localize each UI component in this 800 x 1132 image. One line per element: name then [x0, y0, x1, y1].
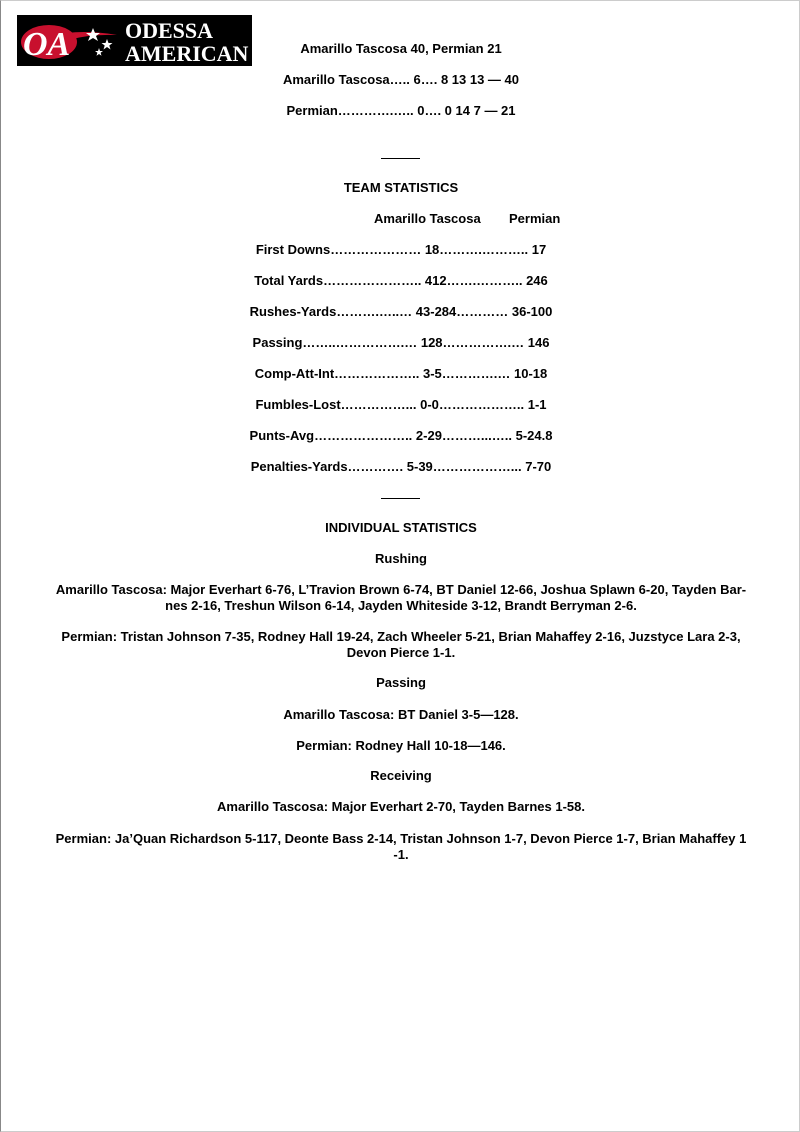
rushing-tascosa-line-2: nes 2-16, Treshun Wilson 6-14, Jayden Whiteside 3-12, Brandt Berryman 2-6. [165, 598, 637, 613]
team-statistics-title: TEAM STATISTICS [343, 180, 459, 195]
receiving-permian-line-1: Permian: Ja’Quan Richardson 5-117, Deonte Bass 2-14, Tristan Johnson 1-7, Devon Pierce 1-7, Brian Mahaffey 1 [55, 831, 747, 846]
stat-row-comp-att-int: Comp-Att-Int……………….. 3-5………….… 10-18 [254, 366, 548, 381]
stat-row-punts-avg: Punts-Avg………………….. 2-29………...….. 5-24.8 [249, 428, 553, 443]
passing-heading: Passing [376, 675, 426, 690]
passing-tascosa: Amarillo Tascosa: BT Daniel 3-5—128. [283, 707, 519, 722]
stat-row-fumbles-lost: Fumbles-Lost……………... 0-0……………….. 1-1 [255, 397, 547, 412]
stat-row-first-downs: First Downs………………… 18……….……….. 17 [255, 242, 547, 257]
stat-row-total-yards: Total Yards………………….. 412…….……….. 246 [254, 273, 548, 288]
section-divider [381, 498, 420, 499]
individual-statistics-title: INDIVIDUAL STATISTICS [325, 520, 477, 535]
logo-line-odessa: ODESSA [125, 18, 214, 43]
logo-initials: OA [23, 26, 71, 63]
scoring-line-tascosa: Amarillo Tascosa….. 6…. 8 13 13 — 40 [282, 72, 520, 87]
scoring-line-permian: Permian………….….. 0…. 0 14 7 — 21 [286, 103, 516, 118]
column-header-permian: Permian [509, 211, 561, 226]
headline: Amarillo Tascosa 40, Permian 21 [300, 41, 502, 56]
rushing-tascosa-line-1: Amarillo Tascosa: Major Everhart 6-76, L’Travion Brown 6-74, BT Daniel 12-66, Joshua Splawn 6-20, Tayden Bar- [55, 582, 747, 597]
team-statistics-header [1, 211, 800, 227]
stat-row-passing: Passing……..…………….… 128…………….… 146 [252, 335, 550, 350]
rushing-permian-line-2: Devon Pierce 1-1. [346, 645, 456, 660]
logo-line-american: AMERICAN [125, 41, 249, 66]
column-header-tascosa: Amarillo Tascosa [374, 211, 481, 226]
receiving-heading: Receiving [370, 768, 432, 783]
receiving-permian-line-2: -1. [393, 847, 409, 862]
rushing-heading: Rushing [375, 551, 427, 566]
rushing-permian-line-1: Permian: Tristan Johnson 7-35, Rodney Hall 19-24, Zach Wheeler 5-21, Brian Mahaffey 2-16, Juzstyce Lara 2-3, [61, 629, 741, 644]
receiving-tascosa: Amarillo Tascosa: Major Everhart 2-70, Tayden Barnes 1-58. [217, 799, 585, 814]
stat-row-penalties-yards: Penalties-Yards…………. 5-39………………... 7-70 [250, 459, 552, 474]
section-divider [381, 158, 420, 159]
star-icon [86, 28, 100, 41]
passing-permian: Permian: Rodney Hall 10-18—146. [296, 738, 506, 753]
stat-row-rushes-yards: Rushes-Yards……….…..… 43-284………… 36-100 [249, 304, 553, 319]
